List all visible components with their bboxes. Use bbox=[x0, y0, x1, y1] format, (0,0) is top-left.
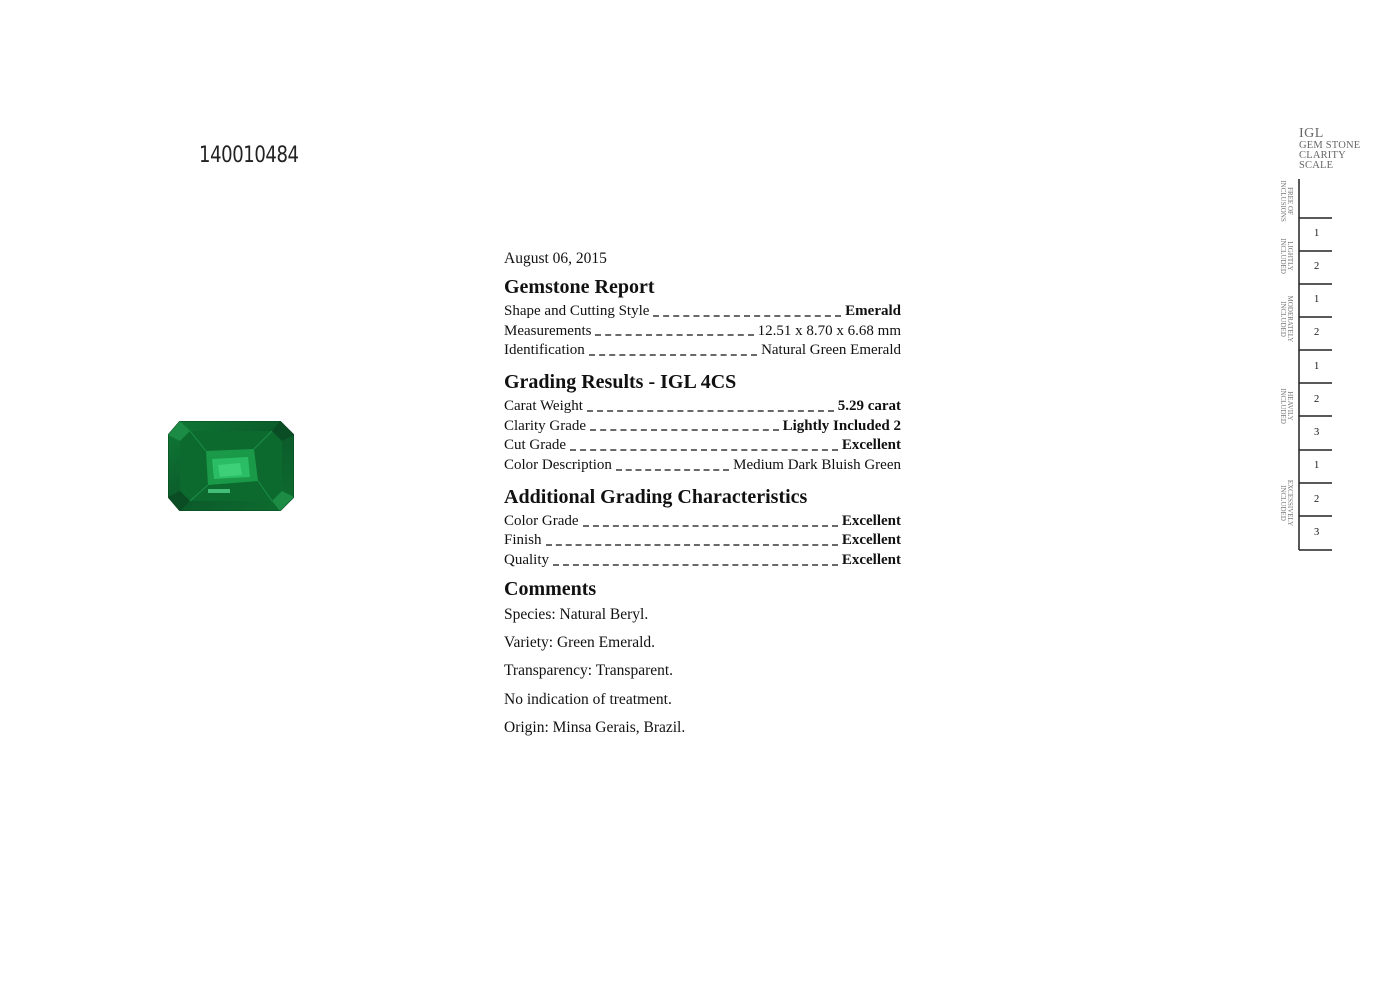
row-value: Emerald bbox=[845, 302, 901, 319]
dotted-leader bbox=[546, 544, 838, 546]
row-value: Natural Green Emerald bbox=[761, 342, 901, 359]
additional-characteristics-rows bbox=[504, 512, 901, 571]
row-label: Quality bbox=[504, 552, 549, 569]
clarity-grade-number: 2 bbox=[1314, 494, 1320, 505]
clarity-group-label: FREE OF INCLUSIONS bbox=[1279, 180, 1294, 222]
additional-characteristics-heading: Additional Grading Characteristics bbox=[504, 485, 808, 508]
row-value: Lightly Included 2 bbox=[782, 417, 901, 434]
dotted-leader bbox=[583, 525, 838, 527]
dotted-leader bbox=[616, 469, 729, 471]
clarity-grade-number: 1 bbox=[1314, 228, 1320, 239]
row-label: Carat Weight bbox=[504, 398, 583, 415]
grading-results-rows bbox=[504, 397, 901, 476]
row-label: Shape and Cutting Style bbox=[504, 302, 650, 319]
row-value: Excellent bbox=[841, 532, 901, 549]
row-label: Color Grade bbox=[504, 512, 579, 529]
clarity-scale-title-line: GEM STONE bbox=[1299, 140, 1361, 151]
report-row bbox=[504, 456, 901, 476]
report-row bbox=[504, 302, 901, 322]
gemstone-report-rows bbox=[504, 302, 901, 361]
report-row bbox=[504, 322, 901, 342]
row-label: Color Description bbox=[504, 457, 612, 474]
clarity-grade-number: 3 bbox=[1314, 527, 1320, 538]
report-row bbox=[504, 551, 901, 571]
comments-list bbox=[504, 601, 901, 742]
dotted-leader bbox=[595, 334, 753, 336]
clarity-grade-number: 1 bbox=[1314, 361, 1320, 372]
row-label: Clarity Grade bbox=[504, 417, 587, 434]
row-value: 5.29 carat bbox=[837, 398, 901, 415]
row-value: 12.51 x 8.70 x 6.68 mm bbox=[757, 322, 901, 339]
row-label: Cut Grade bbox=[504, 437, 567, 454]
comment-line: Transparency: Transparent. bbox=[504, 662, 674, 680]
comment-line: Origin: Minsa Gerais, Brazil. bbox=[504, 719, 686, 737]
report-row bbox=[504, 532, 901, 552]
clarity-grade-number: 2 bbox=[1314, 327, 1320, 338]
dotted-leader bbox=[570, 449, 838, 451]
clarity-grade-number: 1 bbox=[1314, 294, 1320, 305]
comments-heading: Comments bbox=[504, 577, 597, 600]
clarity-group-label: LIGHTLY INCLUDED bbox=[1279, 238, 1294, 274]
dotted-leader bbox=[590, 429, 779, 431]
clarity-group-label: MODERATELY INCLUDED bbox=[1279, 295, 1294, 343]
row-label: Identification bbox=[504, 342, 585, 359]
comment-line: Species: Natural Beryl. bbox=[504, 605, 649, 623]
clarity-grade-number: 2 bbox=[1314, 261, 1320, 272]
clarity-scale-brand: IGL bbox=[1299, 126, 1324, 141]
comment-line: No indication of treatment. bbox=[504, 690, 672, 708]
row-value: Excellent bbox=[841, 552, 901, 569]
row-label: Measurements bbox=[504, 322, 592, 339]
dotted-leader bbox=[653, 315, 841, 317]
gemstone-report-heading: Gemstone Report bbox=[504, 276, 655, 298]
row-value: Medium Dark Bluish Green bbox=[733, 457, 901, 474]
dotted-leader bbox=[553, 564, 838, 566]
dotted-leader bbox=[589, 354, 757, 356]
report-row bbox=[504, 341, 901, 361]
dotted-leader bbox=[587, 410, 834, 412]
report-row bbox=[504, 417, 901, 437]
report-row bbox=[504, 512, 901, 532]
row-label: Finish bbox=[504, 532, 542, 549]
row-value: Excellent bbox=[841, 512, 901, 529]
report-date: August 06, 2015 bbox=[504, 250, 607, 267]
clarity-scale bbox=[1270, 125, 1370, 555]
clarity-scale-title-line: CLARITY bbox=[1299, 150, 1346, 161]
clarity-grade-number: 2 bbox=[1314, 394, 1320, 405]
clarity-grade-number: 1 bbox=[1314, 460, 1320, 471]
clarity-group-label: HEAVILY INCLUDED bbox=[1279, 388, 1294, 424]
clarity-grade-number: 3 bbox=[1314, 427, 1320, 438]
row-value: Excellent bbox=[841, 437, 901, 454]
clarity-group-label: EXCESSIVELY INCLUDED bbox=[1279, 479, 1294, 527]
report-row bbox=[504, 436, 901, 456]
report-number: 140010484 bbox=[199, 143, 299, 168]
report-row bbox=[504, 397, 901, 417]
emerald-gem-image bbox=[168, 421, 294, 511]
report-body bbox=[504, 250, 901, 742]
clarity-scale-title-line: SCALE bbox=[1299, 160, 1334, 171]
comment-line: Variety: Green Emerald. bbox=[504, 634, 656, 652]
grading-results-heading: Grading Results - IGL 4CS bbox=[504, 371, 737, 394]
